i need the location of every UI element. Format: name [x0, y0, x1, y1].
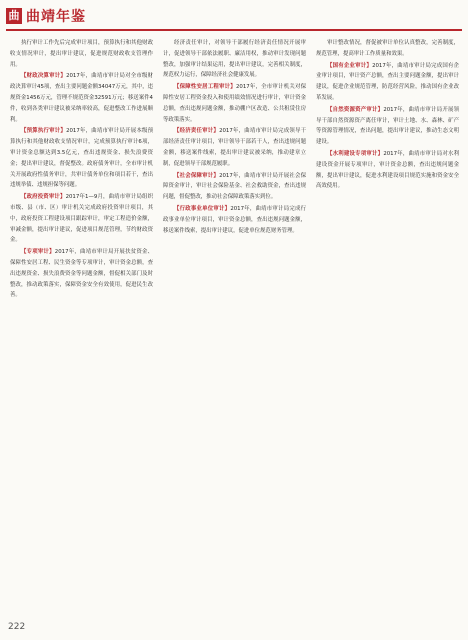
- paragraph: [163, 171, 306, 203]
- column-2: [163, 38, 306, 612]
- column-3: [316, 38, 459, 612]
- yearbook-logo-icon: 曲: [6, 8, 22, 24]
- paragraph: [10, 38, 153, 70]
- section-heading: 【社会保障审计】: [174, 172, 220, 179]
- paragraph: [10, 192, 153, 246]
- paragraph: [10, 247, 153, 301]
- paragraph: [163, 38, 306, 81]
- paragraph: [163, 126, 306, 169]
- yearbook-title: 曲靖年鉴: [26, 9, 86, 25]
- page-header: [0, 0, 468, 34]
- section-heading: 【政府投资审计】: [21, 194, 66, 201]
- paragraph-text: 执行审计工作先后完成审计项目，预算执行和其他财政收支情况审计，提出审计建议，促进规范财政收支管理作用。: [10, 40, 153, 68]
- paragraph-text: 2017年1—9月，曲靖市审计局组织市级、县（市、区）审计机关完成政府投资审计项目，其中，政府投资工程建设项目跟踪审计，审定工程造价金额，审减金额，提出审计建议，促进项目规范管理，节约财政资金。: [10, 194, 153, 244]
- paragraph-text: 2017年，曲靖市审计局对全市级财政决算审计45项，查出主要问题金额34047万元，其中，违规资金1456万元，管理不规范资金32591万元；移送案件4件，收到各类审计建议被采纳率较高，促进整改工作进展顺利。: [10, 73, 153, 123]
- section-heading: 【国有企业审计】: [327, 62, 373, 69]
- section-heading: 【水利建设专项审计】: [327, 150, 384, 157]
- paragraph-text: 2017年，曲靖市审计局对水利建设资金开展专项审计，审计资金总额，查出违规问题金额，提出审计建议，促进水利建设项目规范实施和资金安全高效使用。: [316, 150, 459, 190]
- paragraph: [316, 61, 459, 104]
- section-heading: 【专项审计】: [21, 249, 55, 256]
- paragraph-text: 2017年，曲靖市审计局完成国有企业审计项目，审计资产总额，查出主要问题金额，提出审计建议，促进企业规范管理，防范经营风险，推动国有企业改革发展。: [316, 62, 459, 101]
- paragraph-text: 2017年，曲靖市审计局开展本级预算执行和其他财政收支情况审计，完成预算执行审计6项，审计资金总额达到3.5亿元，查出违规资金、损失浪费资金；提出审计建议，督促整改。政府债务审计，全市审计机关开展政府性债务审计，共审计债务单位和项目若干，查出违规举债、违规担保等问题。: [10, 128, 153, 189]
- paragraph-text: 2017年，全市审计机关对保障性安居工程资金投入和使用绩效情况进行审计，审计资金总额，查出违规问题金额，推动棚户区改造、公共租赁住房等政策落实。: [163, 84, 306, 123]
- paragraph: [163, 82, 306, 125]
- paragraph-text: 经济责任审计，对领导干部履行经济责任情况开展审计，促进领导干部依法履职、廉洁用权，推动审计发现问题整改，加强审计结果运用，提出审计建议，完善相关制度，规范权力运行，保障经济社会健康发展。: [163, 40, 306, 79]
- section-heading: 【保障性安居工程审计】: [174, 84, 236, 91]
- paragraph: [316, 149, 459, 192]
- paragraph-text: 审计整改情况，督促被审计单位认真整改，完善制度，规范管理，提高审计工作质量和效果。: [316, 40, 459, 57]
- paragraph: [10, 71, 153, 125]
- section-heading: 【财政决算审计】: [21, 73, 67, 80]
- paragraph: [316, 38, 459, 60]
- header-divider: [6, 29, 462, 31]
- paragraph-text: 2017年，曲靖市审计局开展社会保障资金审计，审计社会保险基金、社会救助资金，查出违规问题，督促整改，推动社会保障政策落实到位。: [163, 172, 306, 201]
- paragraph-text: 2017年，曲靖市审计局完成行政事业单位审计项目，审计资金总额，查出违规问题金额，移送案件线索，提出审计建议，促进单位规范财务管理。: [163, 205, 306, 234]
- text-columns: [10, 38, 462, 612]
- section-heading: 【行政事业单位审计】: [174, 205, 231, 212]
- paragraph-text: 2017年，曲靖市审计局开展扶贫资金、保障性安居工程、民生资金等专项审计，审计资金总额，查出违规资金、损失浪费资金等问题金额，督促相关部门及时整改，推动政策落实，保障资金安全有效使用，促进民生改善。: [10, 249, 153, 299]
- paragraph-text: 2017年，曲靖市审计局完成领导干部经济责任审计项目，审计领导干部若干人，查出违规问题金额，移送案件线索，提出审计建议被采纳，推动建章立制，促进领导干部规范履职。: [163, 128, 306, 167]
- column-1: [10, 38, 153, 612]
- paragraph: [163, 204, 306, 236]
- section-heading: 【预算执行审计】: [21, 128, 67, 135]
- paragraph-text: 2017年，曲靖市审计局开展领导干部自然资源资产离任审计，审计土地、水、森林、矿产等资源管理情况，查出问题，提出审计建议，推动生态文明建设。: [316, 106, 459, 146]
- section-heading: 【自然资源资产审计】: [327, 106, 384, 113]
- section-heading: 【经济责任审计】: [174, 128, 220, 135]
- paragraph: [10, 126, 153, 191]
- page-number: 222: [8, 622, 26, 632]
- paragraph: [316, 105, 459, 148]
